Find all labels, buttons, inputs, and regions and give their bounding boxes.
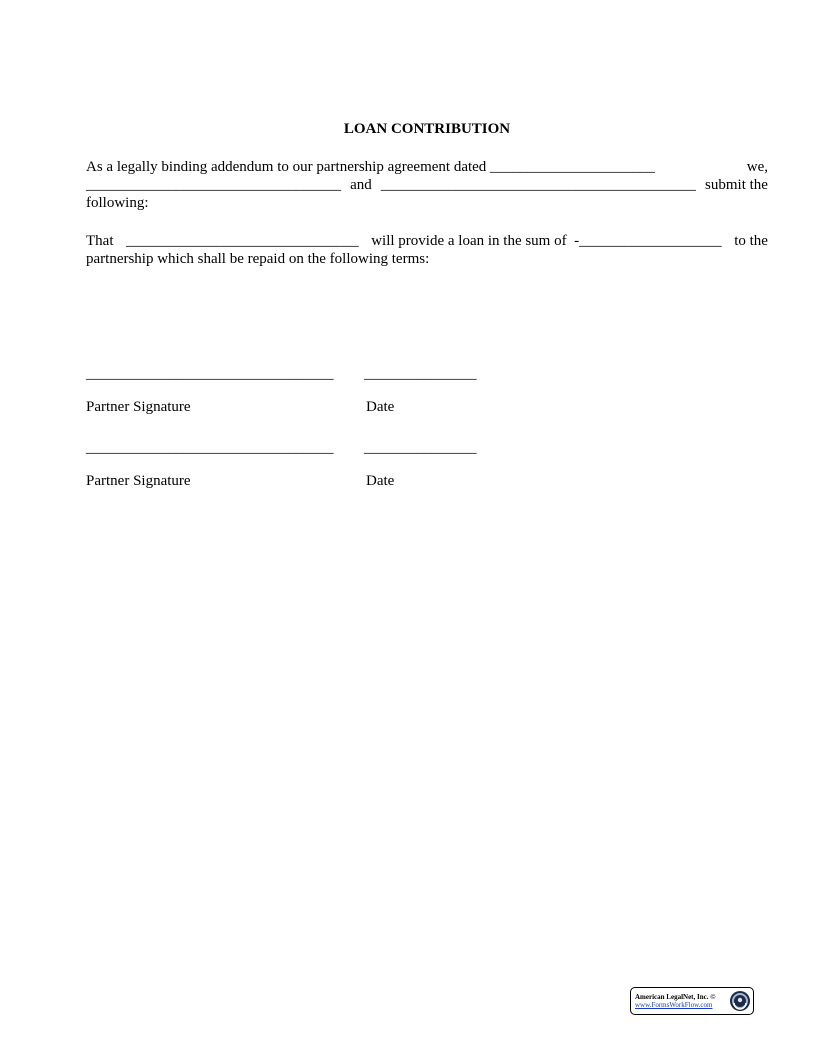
date-label: Date [366,399,395,415]
paragraph-line: following: [86,195,149,211]
paragraph-line: As a legally binding addendum to our partnership agreement dated ______________________ we, [86,159,768,175]
addendum-paragraph [86,158,768,212]
partner-signature-line[interactable]: _________________________________ [86,440,334,456]
loan-amount-blank[interactable]: will provide a loan in the sum of -___________________ [371,233,722,249]
publisher-link[interactable]: www.FormsWorkFlow.com [635,1001,713,1009]
loan-paragraph [86,232,768,268]
publisher-logo-badge [630,987,754,1015]
partner-signature-label: Partner Signature [86,473,191,489]
agreement-date-blank[interactable]: As a legally binding addendum to our partnership agreement dated ______________________ [86,159,656,175]
partner-signature-label: Partner Signature [86,399,191,415]
paragraph-line: partnership which shall be repaid on the following terms: [86,251,430,267]
publisher-name: American LegalNet, Inc. © [635,993,716,1001]
partner-two-blank[interactable]: __________________________________________ [380,177,696,193]
partner-one-blank[interactable]: __________________________________ [86,177,341,193]
globe-icon [729,990,751,1012]
lender-name-blank[interactable]: _______________________________ [126,233,359,249]
paragraph-line: That _______________________________ will provide a loan in the sum of -___________________ to the [86,233,768,249]
document-title: LOAN CONTRIBUTION [343,121,511,137]
paragraph-line: __________________________________ and __________________________________________ submit the [86,177,768,193]
partner-signature-line[interactable]: _________________________________ [86,366,334,382]
date-line[interactable]: _______________ [364,366,477,382]
date-label: Date [366,473,395,489]
date-line[interactable]: _______________ [364,440,477,456]
